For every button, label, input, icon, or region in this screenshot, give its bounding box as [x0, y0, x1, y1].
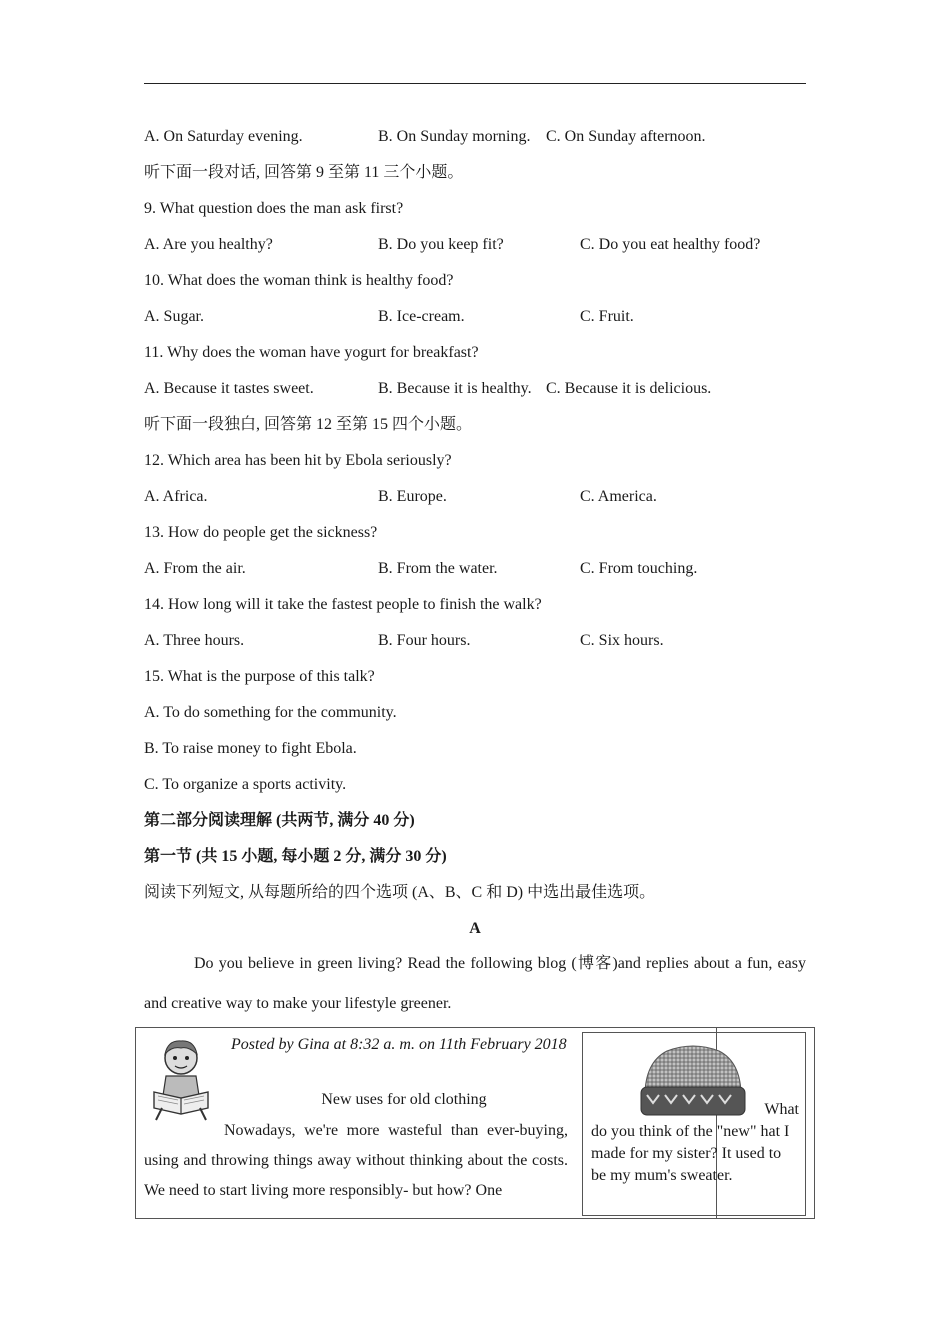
q11-option-a: A. Because it tastes sweet. — [144, 380, 314, 397]
reply-cell — [582, 1032, 806, 1216]
q11-option-c: C. Because it is delicious. — [546, 380, 712, 397]
q15-option-c: C. To organize a sports activity. — [144, 776, 347, 793]
q10-option-a: A. Sugar. — [144, 308, 204, 325]
q13-option-b: B. From the water. — [378, 560, 498, 577]
q10-option-c: C. Fruit. — [580, 308, 634, 325]
q9-option-b: B. Do you keep fit? — [378, 236, 504, 253]
q9-option-a: A. Are you healthy? — [144, 236, 273, 253]
reply-text — [591, 1099, 799, 1187]
q9-question: 9. What question does the man ask first? — [144, 200, 404, 217]
passage-intro: Do you believe in green living? Read the following blog (博客)and replies about a fun, easy and creative way to make your lifestyle greener. — [144, 955, 806, 1012]
part2-title: 第二部分阅读理解 (共两节, 满分 40 分) — [144, 812, 415, 829]
q15-option-a: A. To do something for the community. — [144, 704, 397, 721]
q8-option-a: A. On Saturday evening. — [144, 128, 303, 145]
section1-instruction: 阅读下列短文, 从每题所给的四个选项 (A、B、C 和 D) 中选出最佳选项。 — [144, 884, 656, 901]
q13-option-c: C. From touching. — [580, 560, 698, 577]
q14-option-c: C. Six hours. — [580, 632, 664, 649]
passage-label: A — [469, 920, 481, 937]
blog-posted-by: Posted by Gina at 8:32 a. m. on 11th February 2018 — [231, 1036, 567, 1053]
q10-option-b: B. Ice-cream. — [378, 308, 465, 325]
q12-option-a: A. Africa. — [144, 488, 208, 505]
q13-question: 13. How do people get the sickness? — [144, 524, 378, 541]
blog-body-text: Nowadays, we're more wasteful than ever-buying, using and throwing things away without thinking about the costs. We need to start living more responsibly- but how? One — [144, 1122, 568, 1199]
q11-question: 11. Why does the woman have yogurt for breakfast? — [144, 344, 479, 361]
reply-rest: do you think of the "new" hat I made for my sister? It used to be my mum's sweater. — [591, 1123, 790, 1184]
q14-question: 14. How long will it take the fastest people to finish the walk? — [144, 596, 542, 613]
reply-what: What — [764, 1101, 799, 1118]
header-rule — [144, 83, 806, 84]
q12-question: 12. Which area has been hit by Ebola seriously? — [144, 452, 452, 469]
q15-option-b: B. To raise money to fight Ebola. — [144, 740, 357, 757]
q9-option-c: C. Do you eat healthy food? — [580, 236, 761, 253]
q8-option-c: C. On Sunday afternoon. — [546, 128, 706, 145]
blog-table — [135, 1027, 815, 1219]
q12-option-b: B. Europe. — [378, 488, 447, 505]
q13-option-a: A. From the air. — [144, 560, 246, 577]
dialogue-instruction: 听下面一段对话, 回答第 9 至第 11 三个小题。 — [144, 164, 464, 181]
q15-question: 15. What is the purpose of this talk? — [144, 668, 375, 685]
section1-title: 第一节 (共 15 小题, 每小题 2 分, 满分 30 分) — [144, 848, 447, 865]
blog-body — [144, 1116, 568, 1206]
monologue-instruction: 听下面一段独白, 回答第 12 至第 15 四个小题。 — [144, 416, 473, 433]
q11-option-b: B. Because it is healthy. — [378, 380, 532, 397]
q14-option-b: B. Four hours. — [378, 632, 471, 649]
q10-question: 10. What does the woman think is healthy food? — [144, 272, 454, 289]
q12-option-c: C. America. — [580, 488, 657, 505]
blog-title: New uses for old clothing — [321, 1091, 487, 1108]
q8-option-b: B. On Sunday morning. — [378, 128, 531, 145]
q14-option-a: A. Three hours. — [144, 632, 245, 649]
